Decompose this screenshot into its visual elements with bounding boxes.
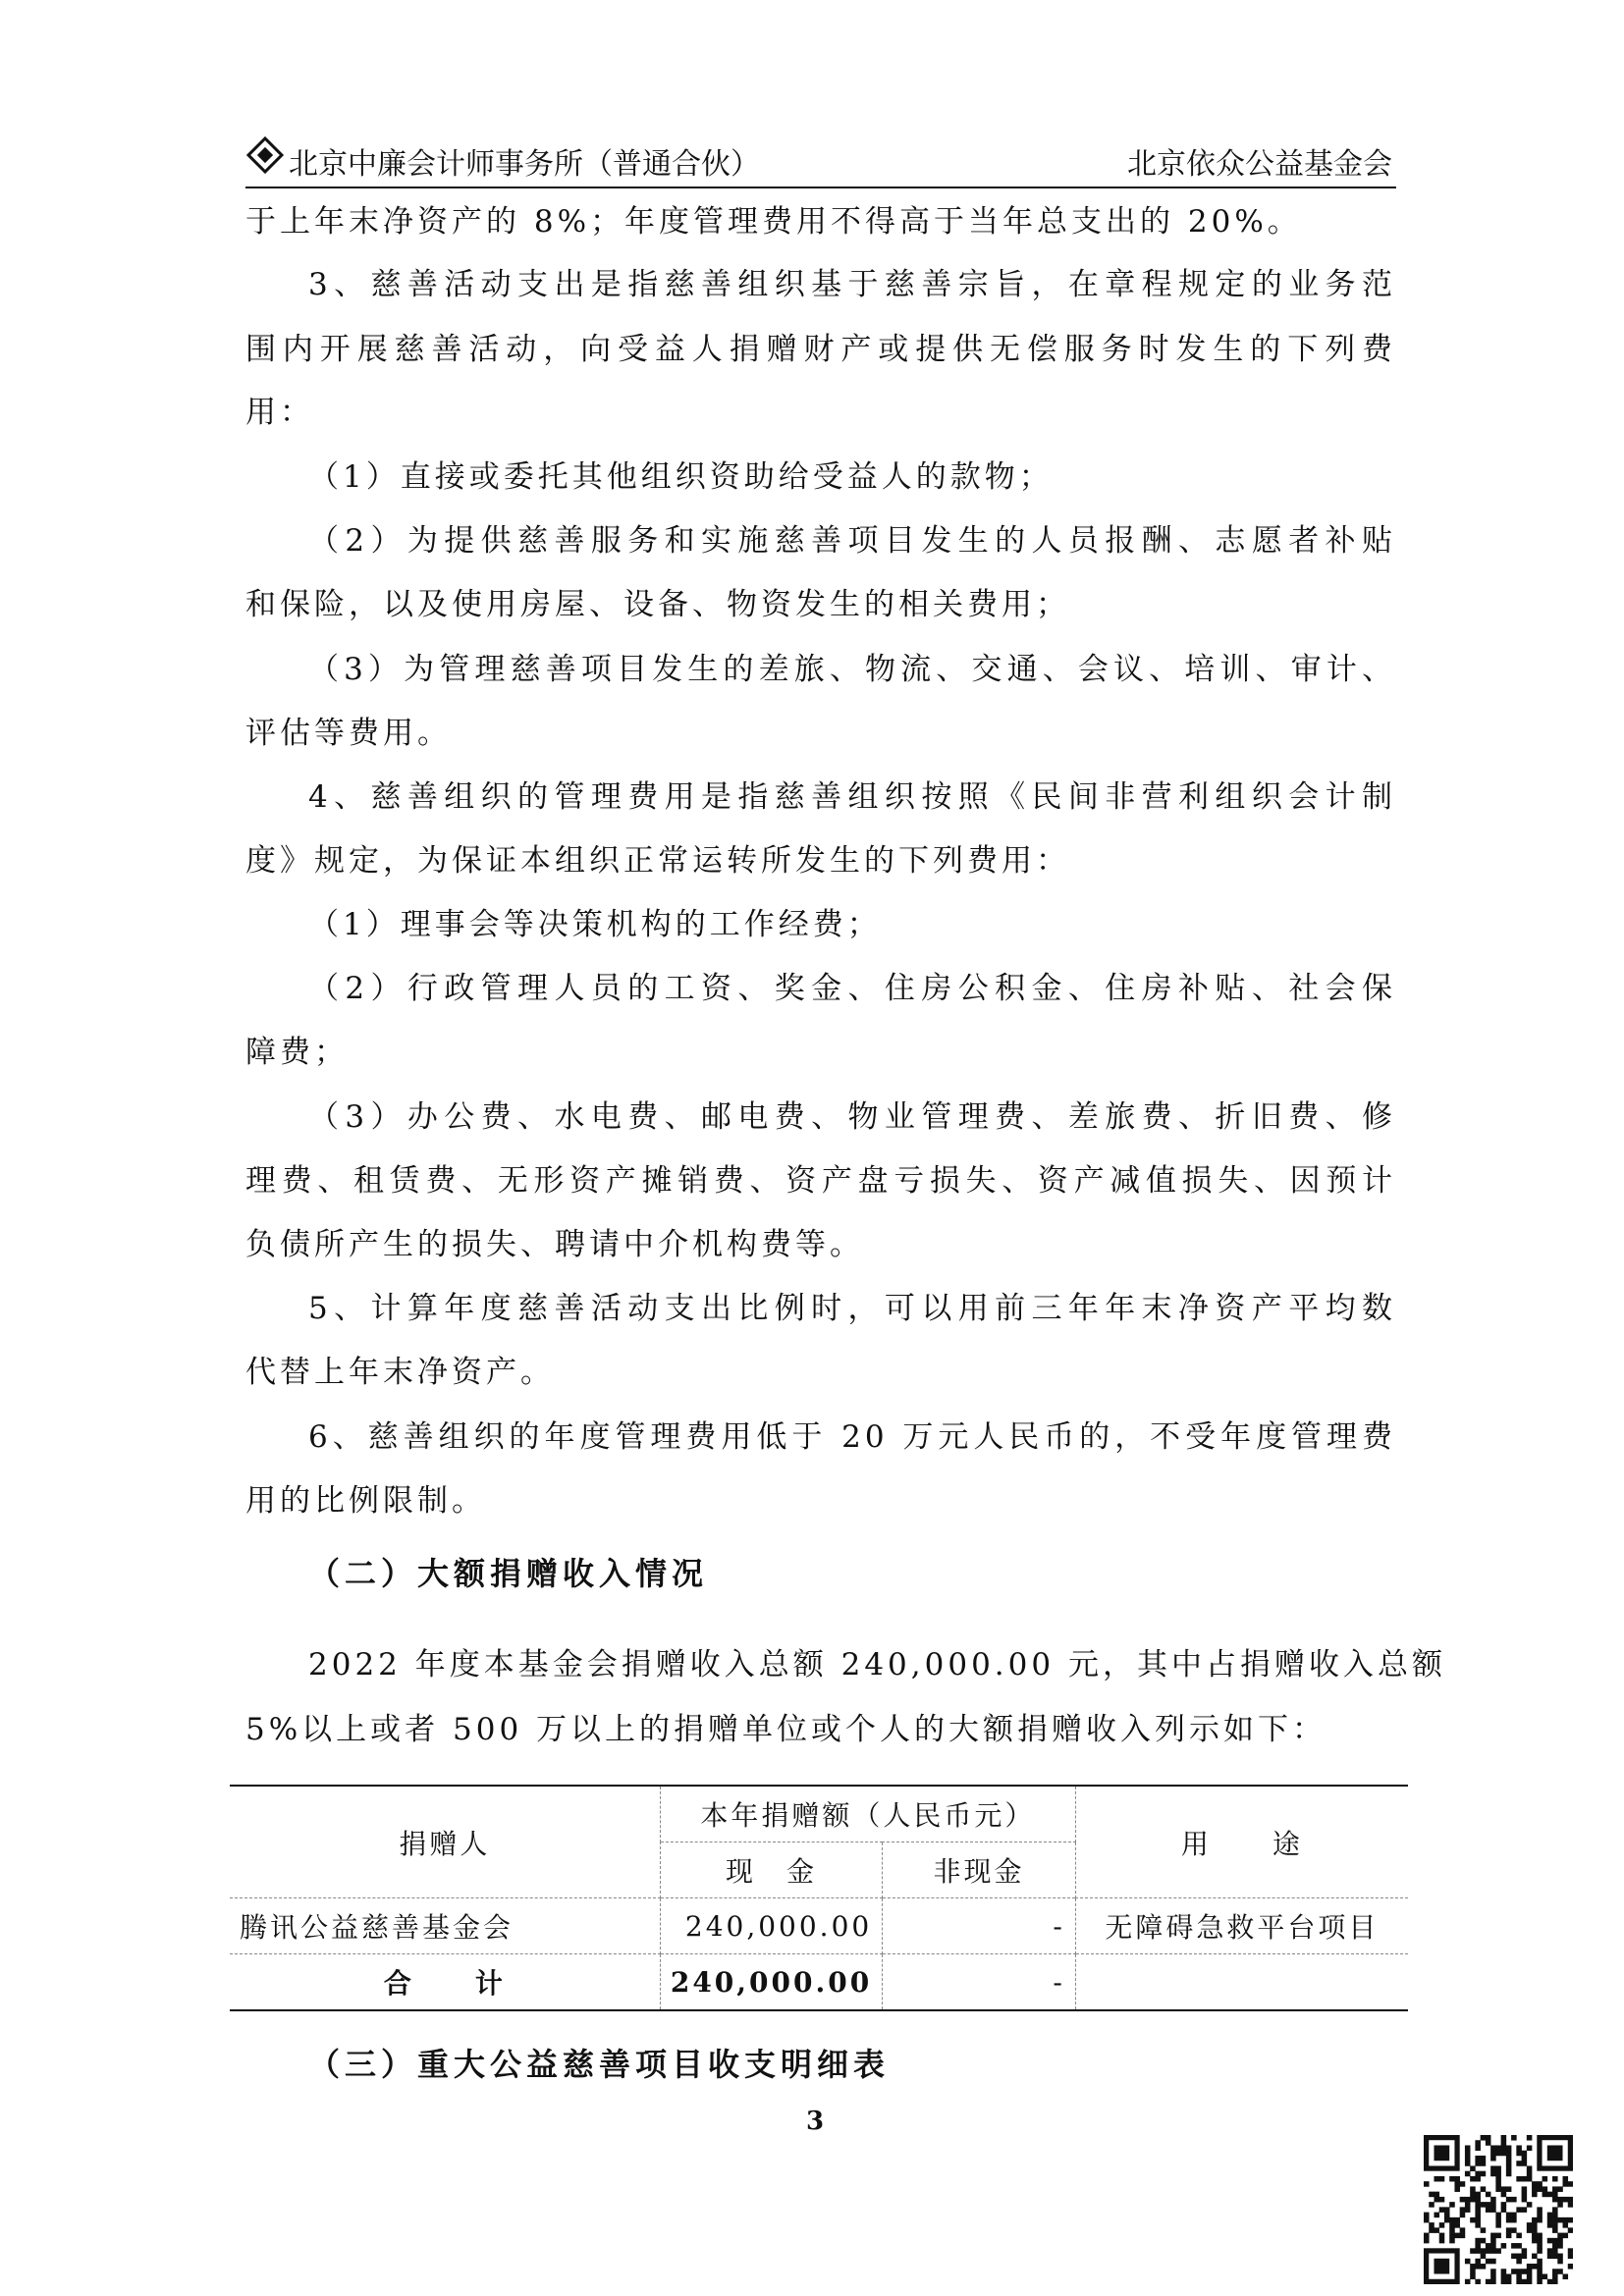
paragraph-line: 负债所产生的损失、聘请中介机构费等。: [245, 1227, 864, 1262]
paragraph-line: 于上年末净资产的 8%；年度管理费用不得高于当年总支出的 20%。: [245, 204, 1302, 240]
header-noncash: 非现金: [883, 1842, 1076, 1898]
donor-cell: 腾讯公益慈善基金会: [230, 1898, 660, 1954]
paragraph-line: （3）为管理慈善项目发生的差旅、物流、交通、会议、培训、审计、: [308, 652, 1396, 687]
header-donor: 捐赠人: [230, 1786, 660, 1898]
paragraph-line: 代替上年末净资产。: [245, 1355, 555, 1390]
header-use: 用 途: [1075, 1786, 1408, 1898]
paragraph-line: （1）理事会等决策机构的工作经费；: [308, 907, 882, 942]
paragraph-line: 3、慈善活动支出是指慈善组织基于慈善宗旨，在章程规定的业务范: [308, 267, 1396, 302]
paragraph-line: 围内开展慈善活动，向受益人捐赠财产或提供无偿服务时发生的下列费: [245, 332, 1396, 367]
paragraph-line: 6、慈善组织的年度管理费用低于 20 万元人民币的，不受年度管理费: [308, 1419, 1396, 1455]
total-use: [1075, 1954, 1408, 2011]
paragraph-line: （1）直接或委托其他组织资助给受益人的款物；: [308, 459, 1054, 495]
donation-table: [230, 1785, 1408, 2011]
section-heading: （三）重大公益慈善项目收支明细表: [308, 2046, 891, 2083]
paragraph-line: （2）行政管理人员的工资、奖金、住房公积金、住房补贴、社会保: [308, 971, 1396, 1006]
paragraph-line: 度》规定，为保证本组织正常运转所发生的下列费用：: [245, 843, 1070, 879]
header-client-name: 北京依众公益基金会: [1127, 147, 1392, 182]
paragraph-line: 评估等费用。: [245, 716, 452, 751]
paragraph-line: 5%以上或者 500 万以上的捐赠单位或个人的大额捐赠收入列示如下：: [245, 1712, 1327, 1747]
use-cell: 无障碍急救平台项目: [1075, 1898, 1408, 1954]
paragraph-line: 用：: [245, 395, 314, 430]
total-label: 合 计: [230, 1954, 660, 2011]
header-amount: 本年捐赠额（人民币元）: [660, 1786, 1075, 1842]
paragraph-line: 用的比例限制。: [245, 1483, 486, 1519]
total-noncash: -: [883, 1954, 1076, 2011]
paragraph-line: 和保险，以及使用房屋、设备、物资发生的相关费用；: [245, 587, 1070, 622]
paragraph-line: （2）为提供慈善服务和实施慈善项目发生的人员报酬、志愿者补贴: [308, 523, 1396, 559]
paragraph-line: 2022 年度本基金会捐赠收入总额 240,000.00 元，其中占捐赠收入总额: [308, 1647, 1446, 1682]
paragraph-line: 4、慈善组织的管理费用是指慈善组织按照《民间非营利组织会计制: [308, 779, 1396, 815]
verification-qr-code-icon[interactable]: [1424, 2135, 1573, 2284]
section-heading: （二）大额捐赠收入情况: [308, 1555, 709, 1592]
paragraph-line: （3）办公费、水电费、邮电费、物业管理费、差旅费、折旧费、修: [308, 1099, 1396, 1135]
paragraph-line: 障费；: [245, 1035, 349, 1070]
table-row: [230, 1898, 1408, 1954]
noncash-cell: -: [883, 1898, 1076, 1954]
paragraph-line: 理费、租赁费、无形资产摊销费、资产盘亏损失、资产减值损失、因预计: [245, 1163, 1396, 1199]
cash-cell: 240,000.00: [660, 1898, 882, 1954]
page-header: [245, 126, 1396, 188]
total-cash: 240,000.00: [660, 1954, 882, 2011]
page-number: 3: [805, 2107, 825, 2136]
header-cash: 现 金: [660, 1842, 882, 1898]
total-row: [230, 1954, 1408, 2011]
header-firm-name: 北京中廉会计师事务所（普通合伙）: [289, 147, 760, 182]
paragraph-line: 5、计算年度慈善活动支出比例时，可以用前三年年末净资产平均数: [308, 1291, 1396, 1326]
firm-logo-icon: [245, 135, 285, 175]
